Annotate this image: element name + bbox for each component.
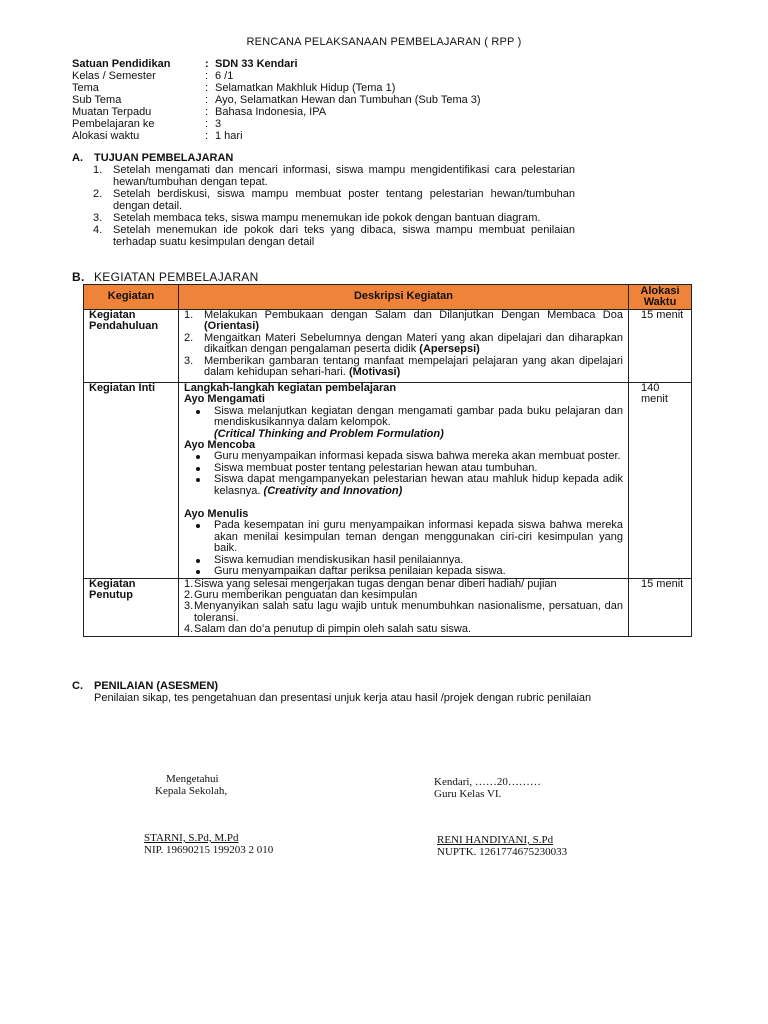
objective-text: Setelah mengamati dan mencari informasi, siswa mampu mengidentifikasi cara pelestarian hewan/tumbuhan dengan tepat. [113,164,575,188]
penutup-number: 1. [184,577,194,590]
assessment-text: Penilaian sikap, tes pengetahuan dan presentasi unjuk kerja atau hasil /projek dengan rubric penilaian [94,692,592,704]
penutup-text: Siswa yang selesai mengerjakan tugas dengan benar diberi hadiah/ pujian [194,577,557,590]
activity-table [83,284,692,637]
identity-value: 1 hari [215,130,243,142]
row-time-penutup: 15 menit [629,578,692,636]
pendahuluan-item [184,310,623,333]
pendahuluan-item [184,333,623,356]
pendahuluan-tag: (Orientasi) [204,320,260,333]
objective-item [93,164,575,188]
objective-text: Setelah membaca teks, siswa mampu menemukan ide pokok dengan bantuan diagram. [113,212,541,224]
row-time-pendahuluan: 15 menit [629,310,692,383]
row-desc-pendahuluan [179,310,629,383]
left-sign-line2: Kepala Sekolah, [155,785,228,797]
right-sign-line1: Kendari, ……20……… [434,776,541,788]
row-name-pendahuluan: Kegiatan Pendahuluan [84,310,179,383]
document-title: RENCANA PELAKSANAAN PEMBELAJARAN ( RPP ) [246,36,522,48]
table-row [84,383,692,579]
header-kegiatan: Kegiatan [84,285,179,310]
objective-number: 2. [93,188,103,200]
pendahuluan-number: 2. [184,331,194,344]
penutup-text: Salam dan do’a penutup di pimpin oleh salah satu siswa. [194,623,472,636]
bullet-text: Guru menyampaikan daftar periksa penilaian kepada siswa. [214,565,506,578]
mengamati-tag: (Critical Thinking and Problem Formulation) [214,427,444,440]
right-sign-name: RENI HANDIYANI, S.Pd [437,834,554,846]
identity-value: SDN 33 Kendari [215,58,298,70]
header-deskripsi: Deskripsi Kegiatan [179,285,629,310]
bullet-text: Siswa kemudian mendiskusikan hasil penilaiannya. [214,553,464,566]
objective-number: 4. [93,224,103,236]
pendahuluan-tag: (Motivasi) [348,366,401,379]
identity-colon: : [205,58,209,70]
objective-item [93,224,575,248]
row-desc-inti [179,383,629,579]
identity-colon: : [205,106,209,118]
pendahuluan-number: 3. [184,354,194,367]
section-c-heading: C. PENILAIAN (ASESMEN) [72,680,219,692]
penutup-text: Menyanyikan salah satu lagu wajib untuk menumbuhkan nasionalisme, persatuan, dan toleransi. [194,600,623,624]
bullet-tag: (Creativity and Innovation) [263,484,403,497]
penutup-item [184,624,623,635]
table-row [84,578,692,636]
objective-text: Setelah berdiskusi, siswa mampu membuat poster tentang pelestarian hewan/tumbuhan dengan detail. [113,188,575,212]
ayo-mengamati-title: Ayo Mengamati [184,393,265,406]
ayo-mencoba-title: Ayo Mencoba [184,439,256,452]
identity-label: Alokasi waktu [72,130,140,142]
identity-value: 6 /1 [215,70,234,82]
identity-colon: : [205,130,209,142]
right-sign-id: NUPTK. 1261774675230033 [437,846,568,858]
objective-number: 1. [93,164,103,176]
left-sign-line1: Mengetahui [166,773,219,785]
bullet-text: Guru menyampaikan informasi kepada siswa bahwa mereka akan membuat poster. [214,450,621,463]
objective-text: Setelah menemukan ide pokok dari teks yang dibaca, siswa mampu membuat penilaian terhadap suatu kesimpulan dengan detail [113,224,575,248]
bullet-item [184,520,623,554]
pendahuluan-text: Memberikan gambaran tentang manfaat mempelajari pelajaran yang akan dipelajari dalam kehidupan sehari-hari. [204,354,623,379]
inti-intro: Langkah-langkah kegiatan pembelajaran [184,382,397,394]
left-sign-name: STARNI, S.Pd, M.Pd [144,832,239,844]
pendahuluan-text: Melakukan Pembukaan dengan Salam dan Dilanjutkan Dengan Membaca Doa [204,309,623,321]
identity-value: Selamatkan Makhluk Hidup (Tema 1) [215,82,396,94]
row-desc-penutup [179,578,629,636]
pendahuluan-text: Mengaitkan Materi Sebelumnya dengan Materi yang akan dipelajari dan diharapkan dikaitkan dengan pengalaman peserta didik [204,331,623,356]
table-row [84,310,692,383]
identity-label: Sub Tema [72,94,122,106]
bullet-item [184,406,623,429]
section-a-heading: A. TUJUAN PEMBELAJARAN [72,152,234,164]
identity-label: Kelas / Semester [72,70,156,82]
row-name-penutup: Kegiatan Penutup [84,578,179,636]
bullet-item [184,474,623,497]
pendahuluan-item [184,356,623,379]
identity-label: Muatan Terpadu [72,106,152,118]
pendahuluan-number: 1. [184,309,194,321]
header-alokasi: Alokasi Waktu [629,285,692,310]
pendahuluan-tag: (Apersepsi) [419,343,480,356]
objective-item [93,212,575,224]
penutup-text: Guru memberikan penguatan dan kesimpulan [194,588,418,601]
penutup-number: 4. [184,623,194,636]
identity-label: Pembelajaran ke [72,118,155,130]
row-time-inti: 140 menit [629,383,692,579]
identity-value: Ayo, Selamatkan Hewan dan Tumbuhan (Sub Tema 3) [215,94,481,106]
objectives-list [93,164,575,248]
penutup-number: 2. [184,588,194,601]
bullet-text: Siswa melanjutkan kegiatan dengan mengamati gambar pada buku pelajaran dan mendiskusikannya dalam kelompok. [214,404,623,429]
row-name-inti: Kegiatan Inti [84,383,179,579]
penutup-number: 3. [184,600,194,613]
objective-item [93,188,575,212]
identity-colon: : [205,94,209,106]
bullet-text: Pada kesempatan ini guru menyampaikan informasi kepada siswa bahwa mereka akan menilai kesimpulan teman dengan menggunakan ciri-ciri kesimpulan yang baik. [214,519,623,555]
ayo-menulis-title: Ayo Menulis [184,508,249,521]
objective-number: 3. [93,212,103,224]
identity-label: Tema [72,82,99,94]
identity-label: Satuan Pendidikan [72,58,171,70]
table-header-row [84,285,692,310]
identity-value: Bahasa Indonesia, IPA [215,106,327,118]
bullet-text: Siswa membuat poster tentang pelestarian hewan atau tumbuhan. [214,461,538,474]
identity-value: 3 [215,118,222,130]
bullet-text: Siswa dapat mengampanyekan pelestarian hewan atau mahluk hidup kepada adik kelasnya. [214,473,623,497]
left-sign-id: NIP. 19690215 199203 2 010 [144,844,274,856]
bullet-item [184,566,623,577]
section-b-heading: B. KEGIATAN PEMBELAJARAN [72,270,259,284]
identity-colon: : [205,82,209,94]
penutup-item [184,601,623,624]
identity-colon: : [205,70,209,82]
right-sign-line2: Guru Kelas VI. [434,788,502,800]
identity-colon: : [205,118,209,130]
